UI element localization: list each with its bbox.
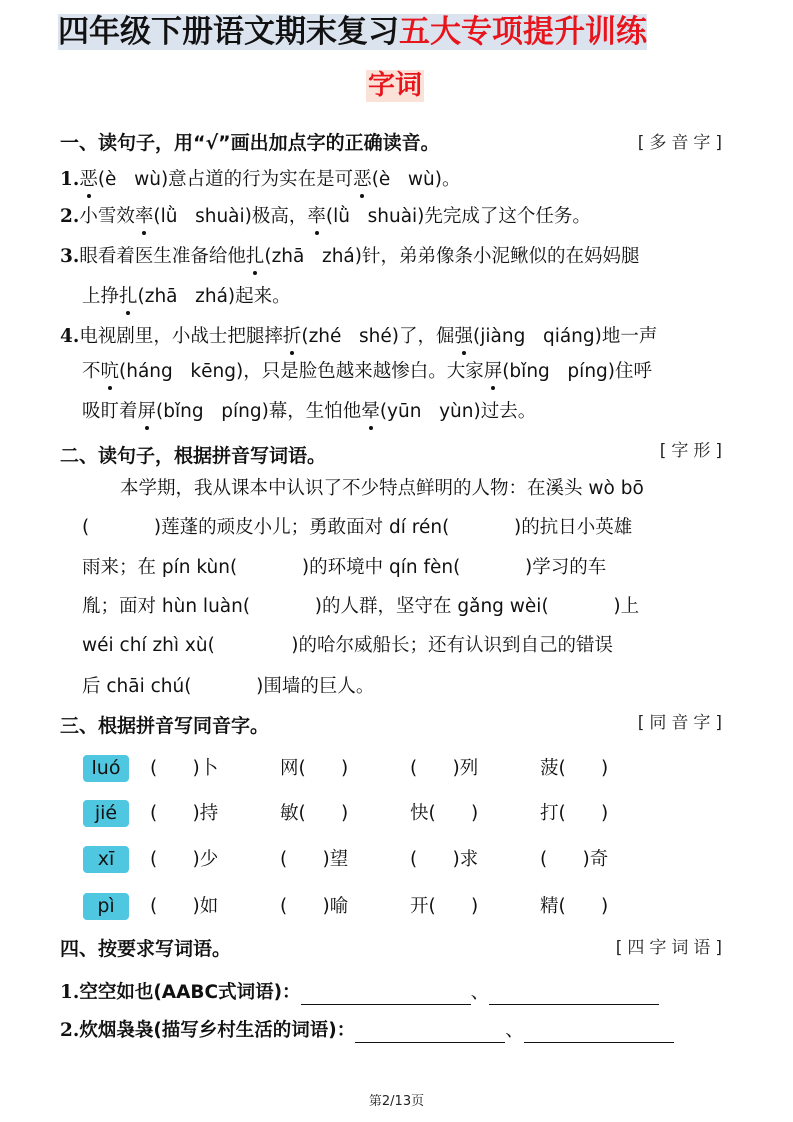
question-number: 3. [60, 246, 80, 267]
homophone-blank: 菠( ) [540, 758, 609, 779]
paragraph-line: 胤；面对 hùn luàn( )的人群，坚守在 gǎng wèi( )上 [82, 596, 640, 617]
section2-heading: 二、读句子，根据拼音写词语。 [60, 445, 327, 467]
question-line [82, 360, 652, 384]
item-prompt: 炊烟袅袅(描写乡村生活的词语)： [79, 1020, 356, 1041]
homophone-blank: ( )卜 [150, 758, 219, 779]
question-text: (zhā zhá)起来。 [137, 286, 291, 307]
homophone-blank: 敏( ) [280, 803, 349, 824]
homophone-blank: ( )奇 [540, 849, 609, 870]
question-number: 1. [60, 169, 80, 190]
answer-line[interactable] [524, 1024, 674, 1043]
homophone-blank: ( )喻 [280, 896, 349, 917]
section3-heading: 三、根据拼音写同音字。 [60, 715, 270, 737]
homophone-blank: ( )求 [410, 849, 479, 870]
homophone-blank: ( )如 [150, 896, 219, 917]
item-prompt: 空空如也(AABC式词语)： [79, 982, 301, 1003]
dotted-character: 扎 [119, 286, 138, 307]
dotted-character: 屏 [137, 401, 157, 422]
answer-line[interactable] [301, 986, 471, 1005]
question-text: 上挣 [82, 286, 120, 307]
separator: 、 [470, 982, 490, 1003]
homophone-blank: 快( ) [410, 803, 479, 824]
dotted-character: 折 [282, 326, 302, 347]
answer-line[interactable] [489, 986, 659, 1005]
question-line [60, 205, 591, 229]
question-text: 小雪效 [79, 206, 135, 227]
page-number: 第2/13页 [368, 1094, 425, 1109]
page-title [58, 12, 647, 52]
item-number: 2. [60, 1020, 80, 1041]
homophone-blank: ( )列 [410, 758, 479, 779]
dotted-character: 率 [134, 206, 154, 227]
separator: 、 [505, 1020, 524, 1041]
question-text: (háng kēng)，只是脸色越来越惨白。大家 [119, 361, 484, 382]
question-text: 眼看着医生准备给他 [79, 246, 246, 267]
paragraph-line: ( )莲蓬的顽皮小儿；勇敢面对 dí rén( )的抗日小英雄 [82, 517, 633, 538]
answer-line[interactable] [355, 1024, 505, 1043]
question-text: (lǜ shuài)极高， [153, 206, 308, 227]
question-line [60, 168, 461, 192]
homophone-blank: ( )少 [150, 849, 219, 870]
section4-heading: 四、按要求写词语。 [60, 938, 232, 960]
homophone-blank: 网( ) [280, 758, 349, 779]
question-text: (zhā zhá)针，弟弟像条小泥鳅似的在妈妈腿 [264, 246, 640, 267]
pinyin-badge: pì [83, 893, 129, 920]
question-number: 4. [60, 326, 80, 347]
item-number: 1. [60, 982, 80, 1003]
dotted-character: 恶 [353, 169, 372, 190]
question-number: 2. [60, 206, 80, 227]
paragraph-line: 本学期，我从课本中认识了不少特点鲜明的人物：在溪头 wò bō [120, 478, 644, 499]
question-text: 不 [82, 361, 101, 382]
question-line [82, 285, 291, 309]
homophone-blank: 开( ) [410, 896, 479, 917]
dotted-character: 强 [454, 326, 474, 347]
question-text: 吸盯着 [82, 401, 138, 422]
question-text: (bǐng píng)住呼 [502, 361, 652, 382]
section4-tag: [四字词语] [615, 938, 727, 958]
question-text: (bǐng píng)幕，生怕他 [156, 401, 362, 422]
page-subtitle: 字词 [368, 70, 422, 101]
fill-item [60, 981, 659, 1005]
pinyin-badge: xī [83, 846, 129, 873]
paragraph-line: 后 chāi chú( )围墙的巨人。 [82, 676, 375, 697]
homophone-blank: 打( ) [540, 803, 609, 824]
question-line [60, 245, 639, 269]
question-text: (zhé shé)了，倔 [301, 326, 455, 347]
homophone-blank: 精( ) [540, 896, 609, 917]
dotted-character: 屏 [483, 361, 503, 382]
question-text: 电视剧里，小战士把腿摔 [79, 326, 283, 347]
dotted-character: 晕 [361, 401, 380, 422]
dotted-character: 率 [307, 206, 326, 227]
question-line [82, 400, 536, 424]
section2-tag: [字形] [659, 441, 727, 461]
section1-heading: 一、读句子，用“√”画出加点字的正确读音。 [60, 132, 440, 154]
paragraph-line: 雨来；在 pín kùn( )的环境中 qín fèn( )学习的车 [82, 557, 607, 578]
paragraph-line: wéi chí zhì xù( )的哈尔威船长；还有认识到自己的错误 [82, 635, 613, 656]
fill-item [60, 1019, 674, 1043]
homophone-blank: ( )持 [150, 803, 219, 824]
dotted-character: 吭 [100, 361, 120, 382]
pinyin-badge: luó [83, 755, 129, 782]
title-part1: 四年级下册语文期末复习 [58, 14, 399, 50]
title-part2: 五大专项提升训练 [399, 14, 647, 50]
section1-tag: [多音字] [637, 133, 727, 153]
question-text: (yūn yùn)过去。 [379, 401, 537, 422]
question-line [60, 325, 657, 349]
dotted-character: 恶 [79, 169, 98, 190]
pinyin-badge: jié [83, 800, 129, 827]
section3-tag: [同音字] [637, 713, 727, 733]
question-text: (lǜ shuài)先完成了这个任务。 [325, 206, 591, 227]
question-text: (è wù)。 [371, 169, 461, 190]
dotted-character: 扎 [245, 246, 265, 267]
question-text: (è wù)意占道的行为实在是可 [97, 169, 354, 190]
question-text: (jiàng qiáng)地一声 [473, 326, 658, 347]
homophone-blank: ( )望 [280, 849, 349, 870]
